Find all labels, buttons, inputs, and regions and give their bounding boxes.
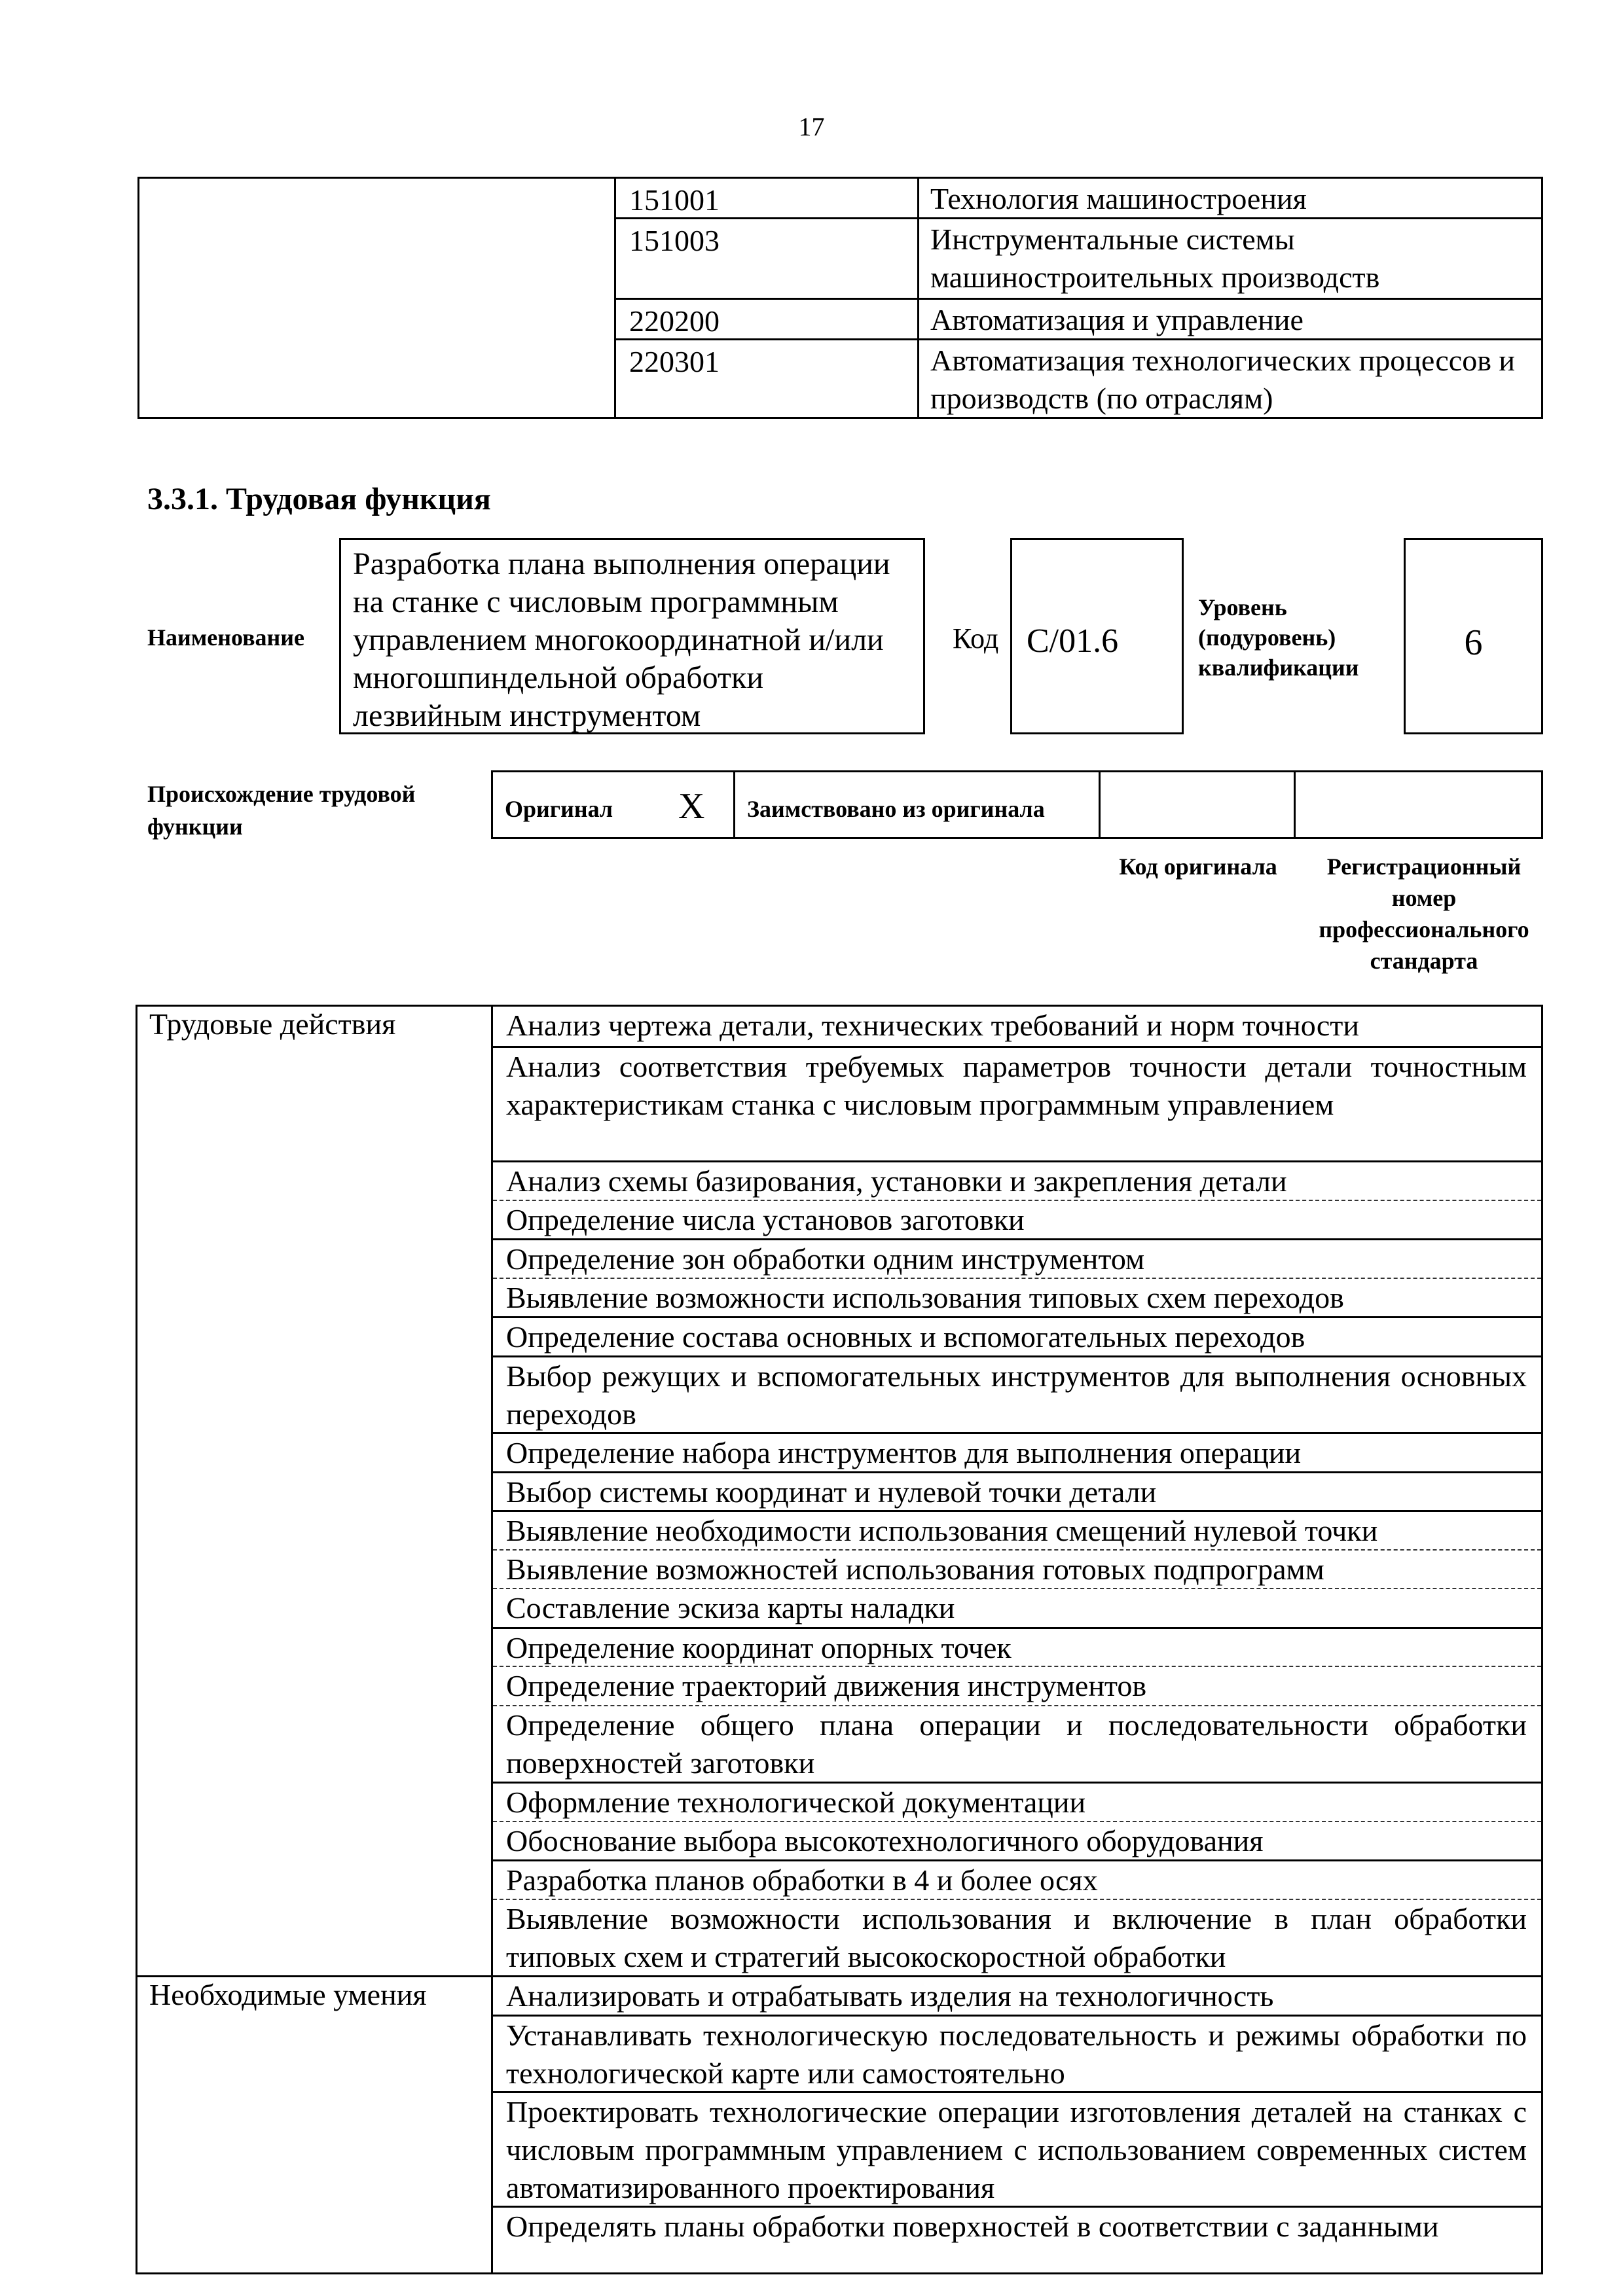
original-mark: X	[678, 786, 705, 827]
main-table	[136, 1005, 1543, 2274]
specialty-code: 220301	[629, 345, 720, 378]
code-box	[1010, 538, 1184, 734]
list-item: Разработка планов обработки в 4 и более осях	[493, 1859, 1541, 1899]
table-row	[616, 219, 1541, 300]
list-item: Обоснование выбора высокотехнологичного оборудования	[493, 1821, 1541, 1859]
specialty-table-blank-column	[139, 179, 616, 417]
list-item: Определение общего плана операции и последовательности обработки поверхностей заготовки	[493, 1705, 1541, 1782]
list-item: Проектировать технологические операции изготовления деталей на станках с числовым программным управлением с использованием современных систем автоматизированного проектирования	[493, 2091, 1541, 2206]
specialty-code: 151001	[629, 183, 720, 217]
list-item: Анализ схемы базирования, установки и закрепления детали	[493, 1160, 1541, 1200]
list-item: Определение зон обработки одним инструментом	[493, 1238, 1541, 1278]
page-number: 17	[798, 112, 825, 141]
list-item: Анализ соответствия требуемых параметров точности детали точностным характеристикам станка с числовым программным управлением	[493, 1046, 1541, 1160]
section-heading: 3.3.1. Трудовая функция	[147, 482, 491, 516]
specialty-name: Автоматизация технологических процессов и производств (по отраслям)	[930, 344, 1516, 415]
level-label: Уровень (подуровень) квалификации	[1198, 594, 1359, 681]
list-item: Оформление технологической документации	[493, 1782, 1541, 1821]
list-item: Определение числа установов заготовки	[493, 1200, 1541, 1238]
list-item: Выявление возможности использования типовых схем переходов	[493, 1278, 1541, 1316]
specialty-name: Автоматизация и управление	[930, 303, 1304, 336]
specialty-code: 151003	[629, 224, 720, 257]
borrowed-label: Заимствовано из оригинала	[747, 796, 1045, 822]
list-item: Анализ чертежа детали, технических требований и норм точности	[506, 1009, 1360, 1042]
list-item: Выбор режущих и вспомогательных инструментов для выполнения основных переходов	[493, 1355, 1541, 1432]
code-value: С/01.6	[1027, 622, 1119, 660]
table-row	[616, 179, 1541, 219]
specialty-table	[137, 177, 1543, 419]
origin-cell-original	[493, 772, 735, 837]
origin-cell-borrowed	[735, 772, 1101, 837]
specialty-name: Технология машиностроения	[930, 182, 1307, 215]
function-name-box	[339, 538, 925, 734]
actions-label: Трудовые действия	[149, 1007, 396, 1041]
specialty-name: Инструментальные системы машиностроительных производств	[930, 223, 1380, 294]
reg-caption: Регистрационный номер профессионального стандарта	[1319, 853, 1529, 974]
skills-label: Необходимые умения	[137, 1975, 491, 2012]
list-item: Определять планы обработки поверхностей в соответствии с заданными	[493, 2206, 1541, 2274]
list-item: Выявление возможностей использования готовых подпрограмм	[493, 1549, 1541, 1588]
function-name-value: Разработка плана выполнения операции на станке с числовым программным управлением многокоординатной и/или многошпиндельной обработки лезвийным инструментом	[353, 547, 890, 733]
list-item: Определение траекторий движения инструментов	[493, 1666, 1541, 1705]
table-row	[616, 340, 1541, 417]
list-item: Составление эскиза карты наладки	[493, 1588, 1541, 1627]
original-label: Оригинал	[505, 796, 613, 822]
specialty-code: 220200	[629, 304, 720, 338]
origin-table	[491, 770, 1543, 839]
list-item: Выявление возможности использования и включение в план обработки типовых схем и стратегий высокоскоростной обработки	[493, 1899, 1541, 1975]
origin-label: Происхождение трудовой функции	[147, 781, 416, 840]
list-item: Устанавливать технологическую последовательность и режимы обработки по технологической карте или самостоятельно	[493, 2015, 1541, 2091]
origin-cell-code	[1101, 772, 1296, 837]
list-item: Определение состава основных и вспомогательных переходов	[493, 1316, 1541, 1355]
list-item: Определение координат опорных точек	[493, 1627, 1541, 1666]
level-value: 6	[1464, 622, 1483, 663]
list-item: Анализировать и отрабатывать изделия на технологичность	[493, 1975, 1541, 2015]
level-box	[1404, 538, 1543, 734]
list-item: Выявление необходимости использования смещений нулевой точки	[493, 1510, 1541, 1549]
code-label: Код	[953, 622, 999, 655]
list-item: Определение набора инструментов для выполнения операции	[493, 1432, 1541, 1471]
list-item: Выбор системы координат и нулевой точки детали	[493, 1471, 1541, 1510]
name-label: Наименование	[147, 624, 304, 651]
code-caption: Код оригинала	[1119, 853, 1277, 880]
table-row	[616, 300, 1541, 340]
